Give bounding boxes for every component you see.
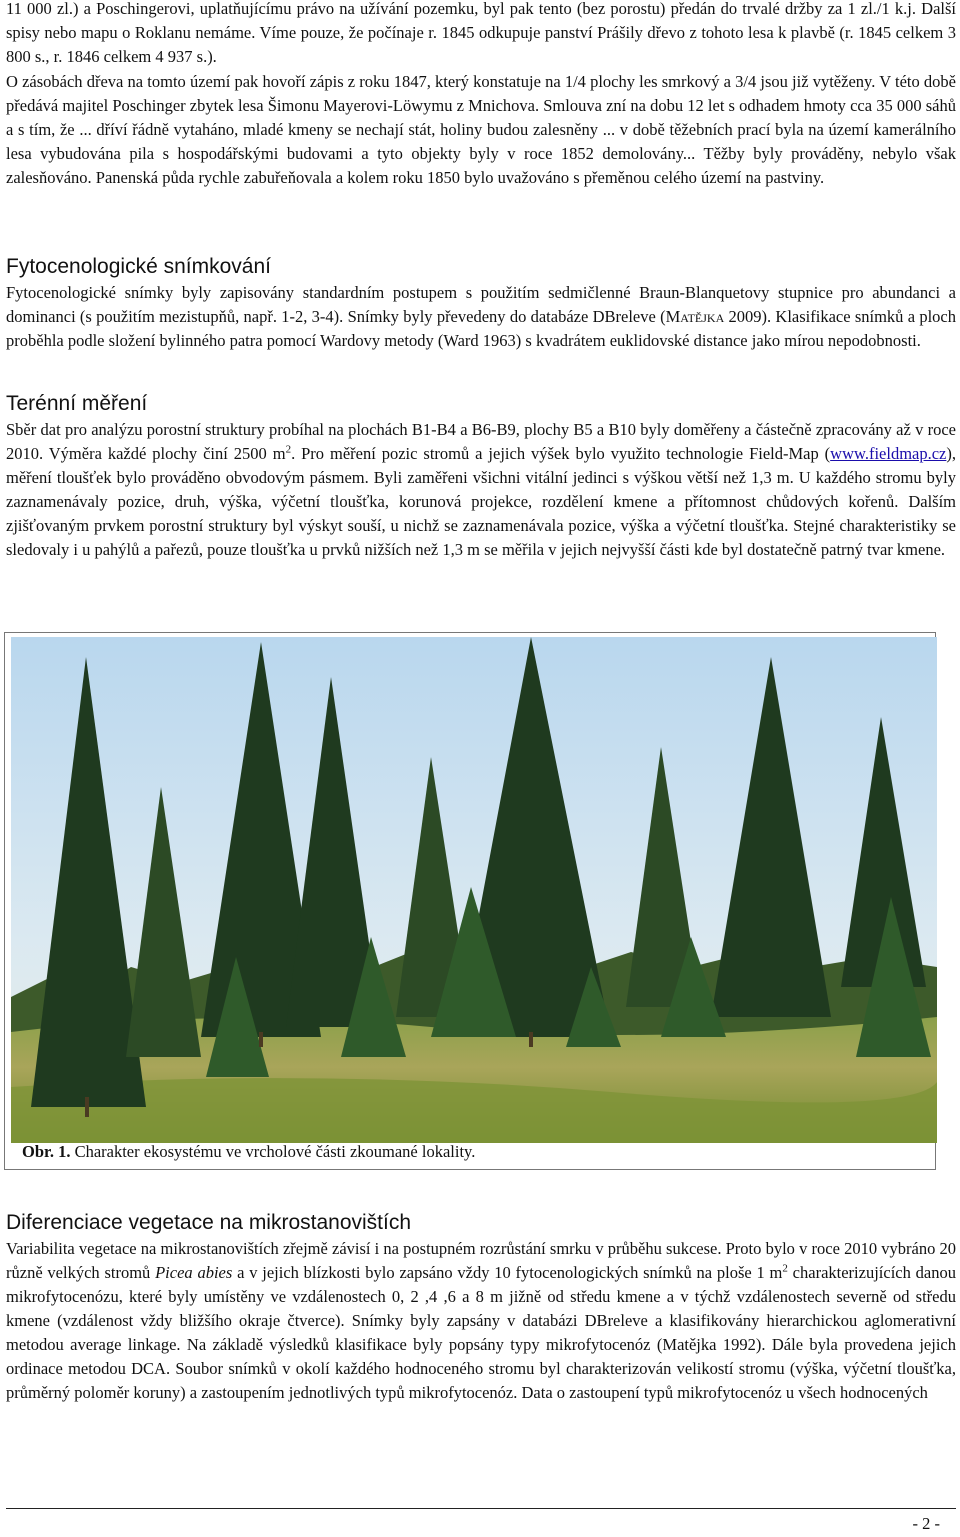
figure-label: Obr. 1. xyxy=(22,1142,71,1161)
section-heading-fytocenologicke: Fytocenologické snímkování xyxy=(6,255,271,278)
page-number: - 2 - xyxy=(912,1514,940,1533)
section-fytocenologicke-text: Fytocenologické snímky byly zapisovány standardním postupem s použitím sedmičlenné Braun-Blanquetovy stupnice pro abundanci a dominanci (s použitím mezistupňů, např. 1-2, 3-4). Snímky byly převedeny do databáze DBreleve (Matějka 2009). Klasifikace snímků a ploch proběhla podle složení bylinného patra pomocí Wardovy metody (Ward 1963) s kvadrátem euklidovské distance jako mírou nepodobnosti. xyxy=(6,283,956,350)
author-citation: Matějka xyxy=(665,307,725,326)
fieldmap-link[interactable]: www.fieldmap.cz xyxy=(830,444,947,463)
species-name: Picea abies xyxy=(155,1263,233,1282)
figure-frame xyxy=(4,632,936,1170)
intro-paragraph-1: 11 000 zl.) a Poschingerovi, uplatňujícímu právo na užívání pozemku, byl pak tento (bez porostu) předán do trvalé držby za 1 zl./1 k.j. Další spisy nebo mapu o Roklanu nemáme. Víme pouze, že počínaje r. 1845 odkupuje panství Prášily dřevo z tohoto lesa k plavbě (r. 1845 celkem 3 800 s., r. 1846 celkem 4 937 s.). xyxy=(6,0,956,66)
section-diferenciace-text: Variabilita vegetace na mikrostanovištích zřejmě závisí i na postupném rozrůstání smrku v průběhu sukcese. Proto bylo v roce 2010 vybráno 20 různě velkých stromů Picea abies a v jejich blízkosti bylo zapsáno vždy 10 fytocenologických snímků na ploše 1 $m^2$ charakterizujících danou mikrofytocenózu, které byly umístěny ve vzdálenostech 0, 2 ,4 ,6 a 8 m jižně od středu kmene a v týchž vzdálenostech severně od středu kmene (vzdálenost vždy bližšího okraje čtverce). Snímky byly zapsány v databázi DBreleve a klasifikovány hierarchickou aglomerativní metodou average linkage. Na základě výsledků klasifikace byly popsány typy mikrofytocenóz (Matějka 1992). Dále byla provedena jejich ordinace metodou DCA. Soubor snímků v okolí každého hodnoceného stromu byl charakterizován velikostí stromu (výška, výčetní tloušťka, průměrný poloměr koruny) a zastoupením jednotlivých typů mikrofytocenóz. Data o zastoupení typů mikrofytocenóz u všech hodnocených xyxy=(6,1239,956,1402)
forest-photo xyxy=(11,637,937,1143)
section-heading-diferenciace: Diferenciace vegetace na mikrostanovištích xyxy=(6,1211,412,1234)
intro-paragraph-2: O zásobách dřeva na tomto území pak hovoří zápis z roku 1847, který konstatuje na 1/4 plochy les smrkový a 3/4 jsou již vytěženy. V této době předává majitel Poschinger zbytek lesa Šimonu Mayerovi-Löwymu z Mnichova. Smlouva zní na dobu 12 let s odhadem hmoty cca 35 000 sáhů a s tím, že ... dříví řádně vytaháno, mladé kmeny se nechají stát, holiny budou zalesněny ... v době těžebních prací byla na území kamerálního lesa vybudována pila s hospodářskými budovami a tyto objekty byly v roce 1852 demolovány... Těžby byly prováděny, nebylo však zalesňováno. Panenská půda rychle zabuřeňovala a kolem roku 1850 bylo uvažováno s přeměnou celého území na pastviny. xyxy=(6,72,956,187)
footer-divider xyxy=(6,1508,956,1509)
figure-caption: Obr. 1. Charakter ekosystému ve vrcholové části zkoumané lokality. xyxy=(22,1142,476,1161)
section-heading-terenni-mereni: Terénní měření xyxy=(6,392,148,415)
section-terenni-mereni-text: Sběr dat pro analýzu porostní struktury probíhal na plochách B1-B4 a B6-B9, plochy B5 a B10 byly doměřeny a částečně zpracovány až v roce 2010. Výměra každé plochy činí 2500 $m^2$. Pro měření pozic stromů a jejich výšek bylo využito technologie Field-Map (www.fieldmap.cz), měření tloušťek bylo prováděno obvodovým pásmem. Byli zaměřeni všichni vitální jedinci s výškou větší než 1,3 m. U každého stromu byly zaznamenávaly pozice, druh, výška, výčetní tloušťka, korunová projekce, rozdělení kmene a přítomnost chůdových kořenů. Dalším zjišťovaným prvkem porostní struktury byl výskyt souší, u nichž se zaznamenávala pozice, výška a výčetní tloušťka. Stejné charakteristiky se sledovaly i u pahýlů a pařezů, pouze tloušťka u prvků nižších než 1,3 m se měřila v jejich nejvyšší části kde byl dostatečně patrný tvar kmene. xyxy=(6,420,956,559)
